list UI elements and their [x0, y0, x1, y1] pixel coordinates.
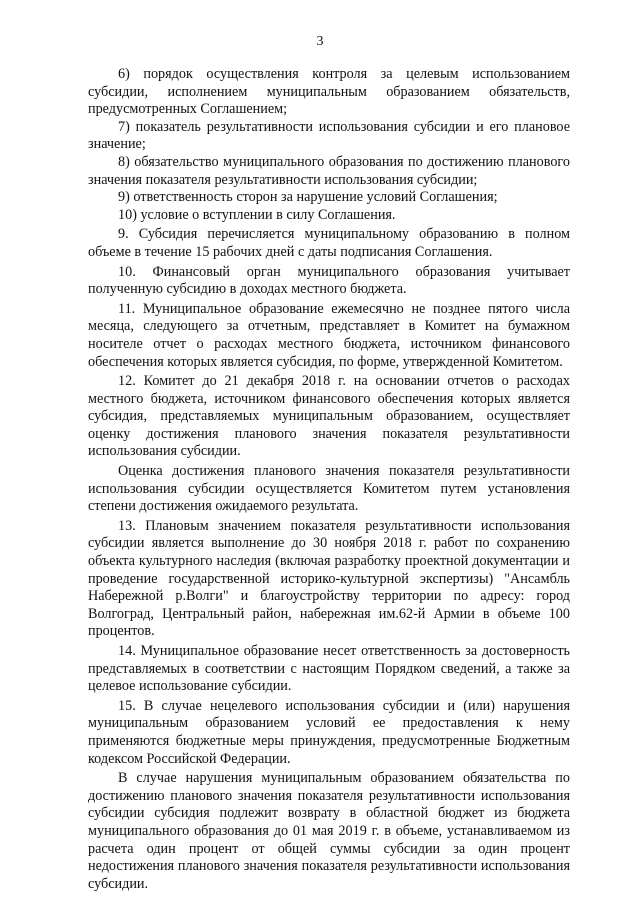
paragraph: 13. Плановым значением показателя результативности использования субсидии является выполнение до 30 ноября 2018 г. работ по сохранению объекта культурного наследия (включая разработку проектной документации и проведение государственной историко-культурной экспертизы) "Ансамбль Набережной р.Волги" и благоустройству территории по адресу: город Волгоград, Центральный район, набережная им.62-й Армии в объеме 100 процентов. [88, 517, 570, 640]
paragraph: 10) условие о вступлении в силу Соглашения. [118, 206, 396, 223]
paragraph: 9) ответственность сторон за нарушение условий Соглашения; [118, 189, 498, 206]
paragraph: В случае нарушения муниципальным образованием обязательства по достижению планового значения показателя результативности использования субсидии субсидия подлежит возврату в областной бюджет из бюджета муниципального образования до 01 мая 2019 г. в объеме, устанавливаемом из расчета один процент от общей суммы субсидии за один процент недостижения планового значения показателя результативности использования субсидии. [88, 770, 570, 892]
document-body [88, 66, 570, 893]
paragraph: 12. Комитет до 21 декабря 2018 г. на основании отчетов о расходах местного бюджета, источником финансового обеспечения которых является субсидия, представляемых муниципальным образованием, осуществляет оценку достижения планового значения показателя результативности использования субсидии. [88, 373, 570, 460]
paragraph: Оценка достижения планового значения показателя результативности использования субсидии осуществляется Комитетом путем установления степени достижения ожидаемого результата. [88, 463, 570, 515]
paragraph: 14. Муниципальное образование несет ответственность за достоверность представляемых в соответствии с настоящим Порядком сведений, а также за целевое использование субсидии. [88, 643, 570, 695]
paragraph: 8) обязательство муниципального образования по достижению планового значения показателя результативности использования субсидии; [88, 153, 570, 188]
page-number: 3 [316, 34, 324, 49]
paragraph: 11. Муниципальное образование ежемесячно не позднее пятого числа месяца, следующего за отчетным, представляет в Комитет на бумажном носителе отчет о расходах местного бюджета, источником финансового обеспечения которых является субсидия, по форме, утвержденной Комитетом. [88, 300, 570, 370]
paragraph: 6) порядок осуществления контроля за целевым использованием субсидии, исполнением муниципальным образованием обязательств, предусмотренных Соглашением; [88, 66, 570, 118]
paragraph: 15. В случае нецелевого использования субсидии и (или) нарушения муниципальным образованием условий ее предоставления к нему применяются бюджетные меры принуждения, предусмотренные Бюджетным кодексом Российской Федерации. [88, 697, 570, 767]
paragraph: 7) показатель результативности использования субсидии и его плановое значение; [88, 118, 570, 153]
paragraph: 9. Субсидия перечисляется муниципальному образованию в полном объеме в течение 15 рабочих дней с даты подписания Соглашения. [88, 226, 570, 260]
paragraph: 10. Финансовый орган муниципального образования учитывает полученную субсидию в доходах местного бюджета. [88, 263, 570, 298]
